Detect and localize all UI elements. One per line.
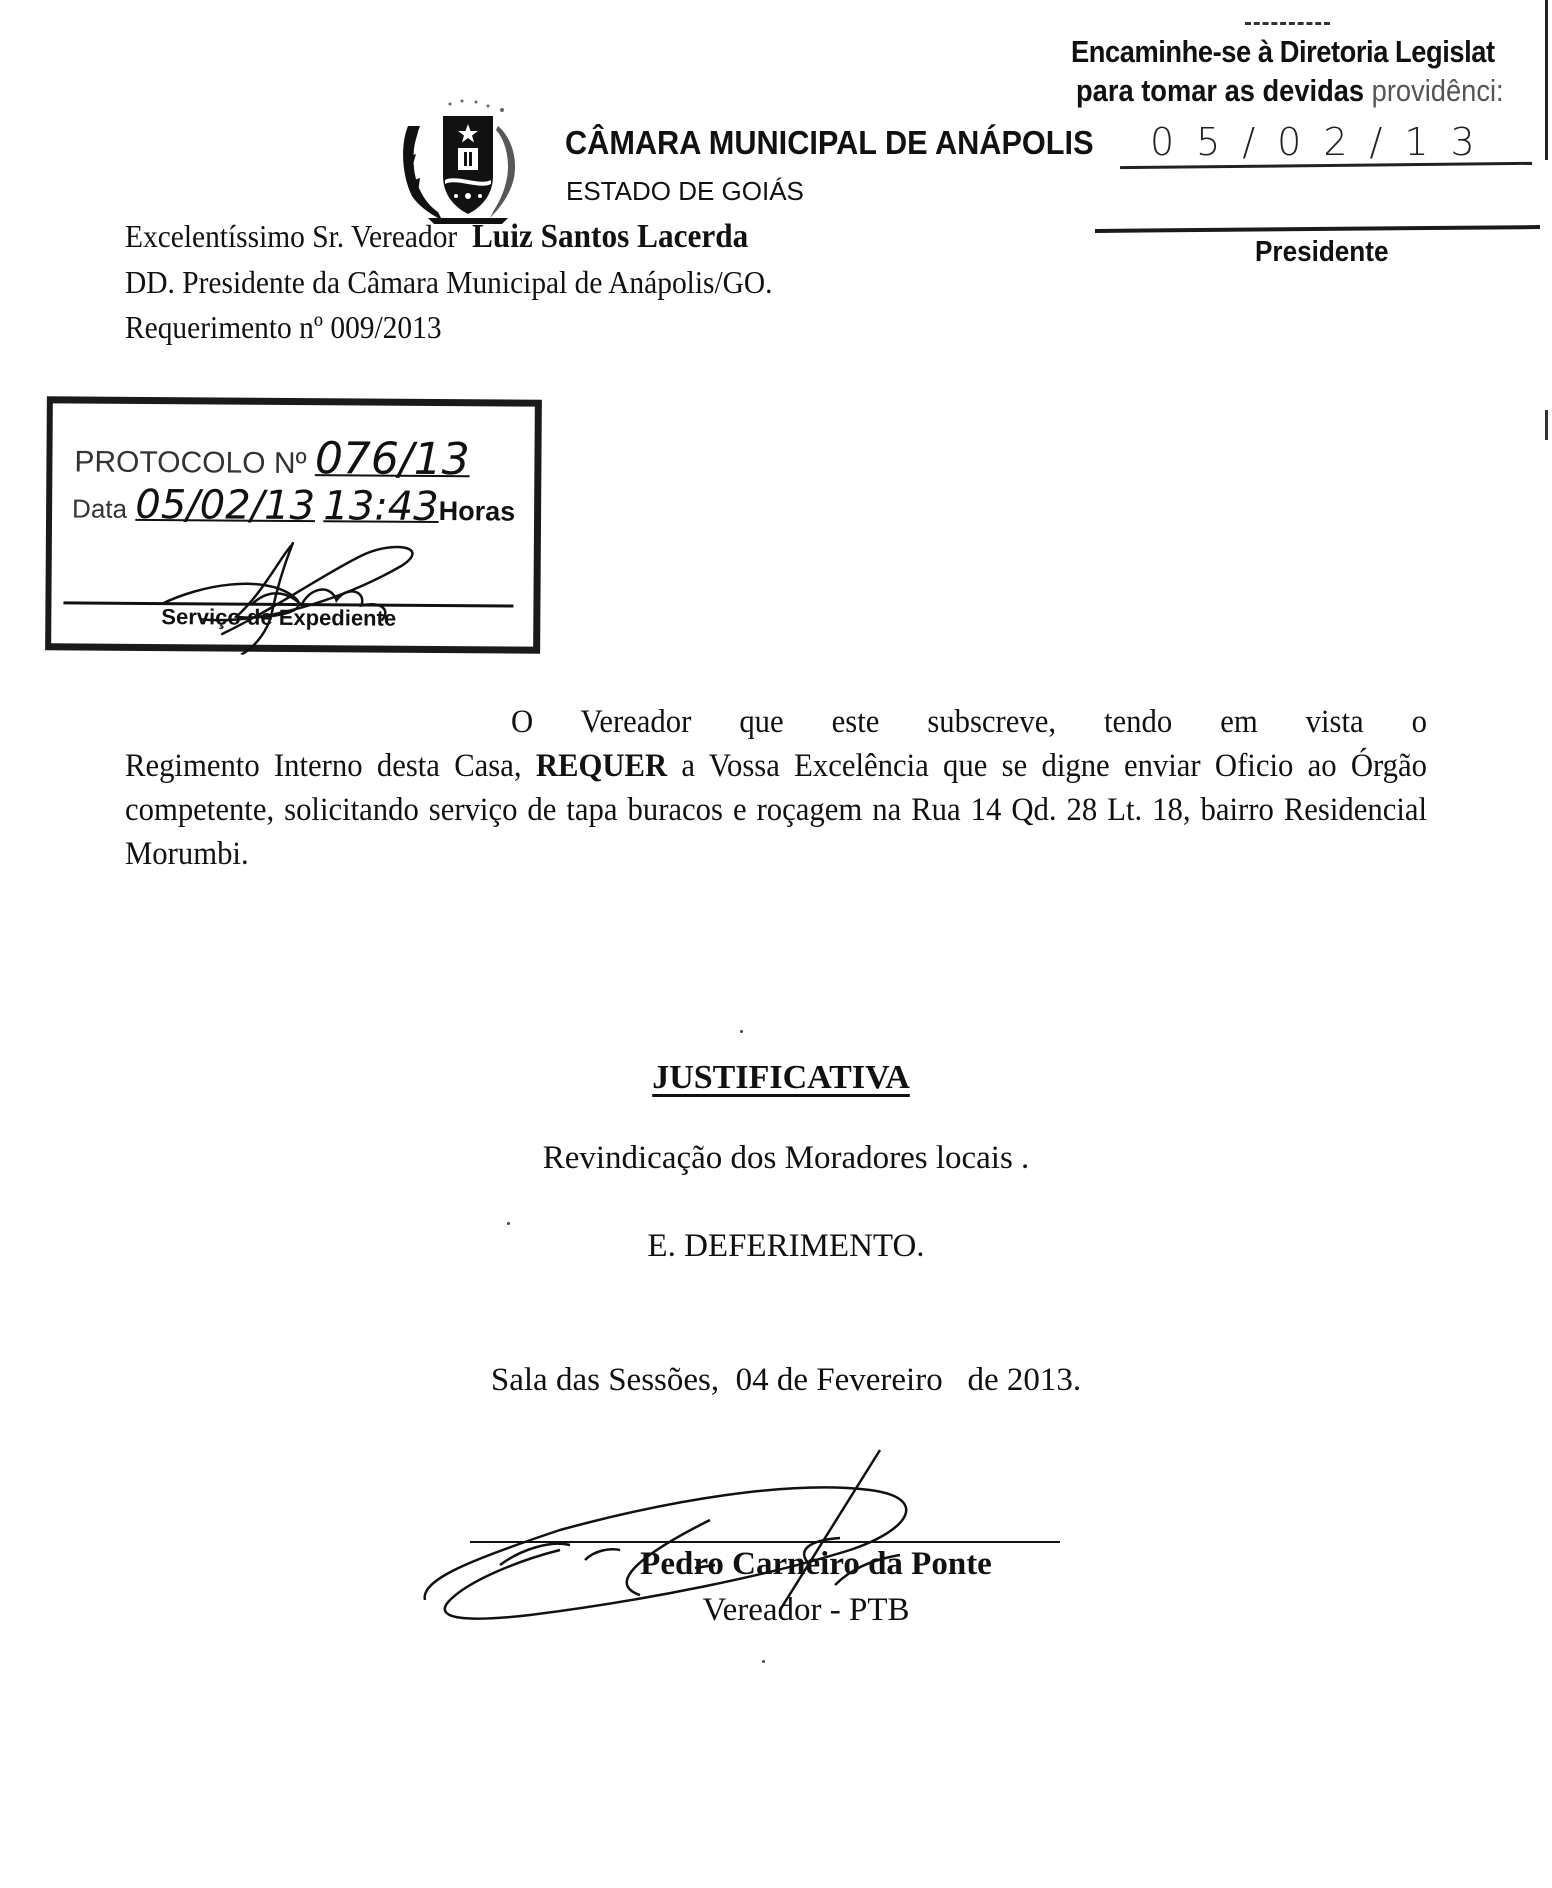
protocol-label: PROTOCOLO Nº (74, 445, 307, 481)
letterhead-subtitle: ESTADO DE GOIÁS (566, 176, 804, 206)
protocol-number: 076/13 (314, 433, 470, 486)
handwritten-dispatch-date: 05/02/13 (1150, 120, 1497, 164)
dispatch-instruction-line1: Encaminhe-se à Diretoria Legislat (1071, 34, 1495, 69)
scan-speck (762, 1660, 765, 1663)
clerk-signature (141, 524, 442, 656)
president-label: Presidente (1255, 236, 1389, 268)
stamp-footer: Serviço de Expediente (161, 604, 397, 631)
justification-heading (0, 1059, 1552, 1097)
stamp-dash-mark (1245, 22, 1330, 28)
addressee-role: DD. Presidente da Câmara Municipal de Anápolis/GO. (125, 264, 773, 300)
president-signature-line (1095, 225, 1540, 233)
request-reference: Requerimento nº 009/2013 (125, 309, 442, 345)
addressee-salutation: Excelentíssimo Sr. Vereador (125, 218, 458, 254)
protocol-number-row (74, 431, 470, 485)
addressee-name: Luiz Santos Lacerda (471, 218, 749, 255)
protocol-date: 05/02/13 (135, 481, 316, 530)
body-text-before: Regimento Interno desta Casa, (125, 748, 536, 784)
request-body (125, 700, 1430, 876)
signature-line (470, 1541, 1060, 1543)
hours-label: Horas (438, 496, 516, 527)
protocol-time: 13:43 (323, 483, 439, 531)
signatory-role: Vereador - PTB (702, 1592, 910, 1628)
letterhead-title: CÂMARA MUNICIPAL DE ANÁPOLIS (565, 124, 1094, 161)
justification-text: Revindicação dos Moradores locais . (542, 1140, 1030, 1176)
scan-edge-mark (1545, 410, 1548, 440)
scan-speck (740, 1030, 743, 1033)
protocol-stamp (45, 396, 542, 653)
dispatch-line2-faded: providênci: (1371, 73, 1504, 108)
scan-edge-mark (1545, 0, 1548, 160)
body-text-after: a Vossa Excelência que se digne enviar Oficio ao Órgão competente, solicitando serviço de tapa buracos e roçagem na Rua 14 Qd. 28 Lt. 18, bairro Residencial Morumbi. (125, 748, 1427, 872)
place-and-date: Sala das Sessões, 04 de Fevereiro de 2013. (490, 1362, 1082, 1398)
dispatch-instruction-line2 (1076, 73, 1504, 109)
closing-deferment: E. DEFERIMENTO. (647, 1228, 925, 1264)
protocol-date-row (72, 481, 515, 530)
dispatch-line2-text: para tomar as devidas (1076, 73, 1372, 108)
justification-heading-text: JUSTIFICATIVA (652, 1059, 910, 1096)
addressee-line (125, 218, 748, 256)
coat-of-arms-icon (398, 96, 538, 226)
signatory-name: Pedro Carneiro da Ponte (640, 1546, 992, 1582)
request-body-text (125, 700, 1427, 876)
body-line-1: O Vereador que este subscreve, tendo em vista o (510, 704, 1427, 740)
date-label: Data (72, 493, 128, 524)
scan-speck (507, 1222, 510, 1225)
body-continuation (125, 744, 1427, 876)
body-requer: REQUER (535, 748, 668, 784)
